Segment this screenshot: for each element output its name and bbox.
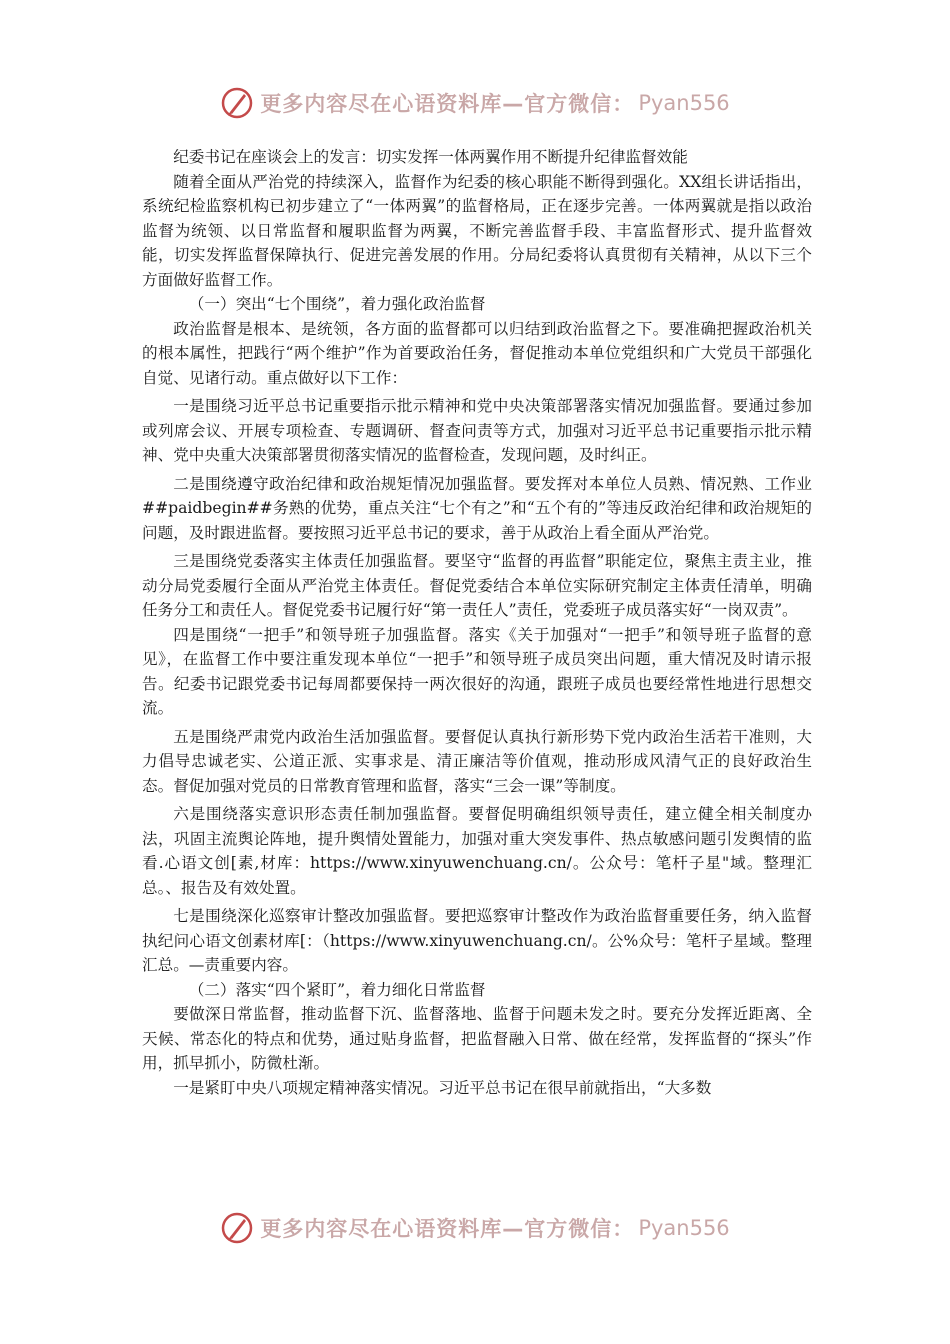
- section-heading: （一）突出“七个围绕”，着力强化政治监督: [188, 295, 486, 313]
- watermark-wechat-id: Pyan556: [638, 91, 730, 115]
- paragraph: 一是围绕习近平总书记重要指示批示精神和党中央决策部署落实情况加强监督。要通过参加或列席会议、开展专项检查、专题调研、督查问责等方式，加强对习近平总书记重要指示批示精神、党中央重大决策部署贯彻落实情况的监督检查，发现问题，及时纠正。: [142, 397, 812, 464]
- quill-pen-icon: [220, 1211, 254, 1245]
- paragraph: 三是围绕党委落实主体责任加强监督。要坚守“监督的再监督”职能定位，聚焦主责主业，推动分局党委履行全面从严治党主体责任。督促党委结合本单位实际研究制定主体责任清单，明确任务分工和责任人。督促党委书记履行好“第一责任人”责任，党委班子成员落实好“一岗双责”。: [142, 552, 812, 619]
- document-title: 纪委书记在座谈会上的发言：切实发挥一体两翼作用不断提升纪律监督效能: [173, 148, 688, 166]
- paragraph: 七是围绕深化巡察审计整改加强监督。要把巡察审计整改作为政治监督重要任务，纳入监督执纪问心语文创素材库[：（https://www.xinyuwenchuang.cn/。公%众号：笔杆子星域。整理汇总。—责重要内容。: [142, 907, 812, 974]
- document-body: [142, 145, 812, 1100]
- watermark-text: 更多内容尽在心语资料库—官方微信：: [260, 92, 635, 116]
- paragraph: 政治监督是根本、是统领，各方面的监督都可以归结到政治监督之下。要准确把握政治机关的根本属性，把践行“两个维护”作为首要政治任务，督促推动本单位党组织和广大党员干部强化自觉、见诸行动。重点做好以下工作：: [142, 319, 812, 387]
- watermark-footer: [0, 1203, 950, 1253]
- paragraph: 二是围绕遵守政治纪律和政治规矩情况加强监督。要发挥对本单位人员熟、情况熟、工作业##paidbegin##务熟的优势，重点关注“七个有之”和“五个有的”等违反政治纪律和政治规矩的问题，及时跟进监督。要按照习近平总书记的要求，善于从政治上看全面从严治党。: [142, 474, 812, 542]
- watermark-header: [0, 78, 950, 128]
- paragraph: 六是围绕落实意识形态责任制加强监督。要督促明确组织领导责任，建立健全相关制度办法，巩固主流舆论阵地，提升舆情处置能力，加强对重大突发事件、热点敏感问题引发舆情的监看.心语文创[素,材库：https://www.xinyuwenchuang.cn/。公众号：笔杆子星"域。整理汇总。、报告及有效处置。: [142, 805, 812, 897]
- section-heading: （二）落实“四个紧盯”，着力细化日常监督: [188, 980, 486, 999]
- paragraph: 一是紧盯中央八项规定精神落实情况。习近平总书记在很早前就指出，“大多数: [173, 1078, 712, 1097]
- watermark-text: 更多内容尽在心语资料库—官方微信：: [260, 1217, 635, 1241]
- paragraph: 四是围绕“一把手”和领导班子加强监督。落实《关于加强对“一把手”和领导班子监督的意见》，在监督工作中要注重发现本单位“一把手”和领导班子成员突出问题，重大情况及时请示报告。纪委书记跟党委书记每周都要保持一两次很好的沟通，跟班子成员也要经常性地进行思想交流。: [142, 625, 812, 717]
- paragraph: 要做深日常监督，推动监督下沉、监督落地、监督于问题未发之时。要充分发挥近距离、全天候、常态化的特点和优势，通过贴身监督，把监督融入日常、做在经常，发挥监督的“探头”作用，抓早抓小，防微杜渐。: [142, 1005, 812, 1072]
- watermark-wechat-id: Pyan556: [638, 1216, 730, 1240]
- quill-pen-icon: [220, 86, 254, 120]
- paragraph: 随着全面从严治党的持续深入，监督作为纪委的核心职能不断得到强化。XX组长讲话指出，系统纪检监察机构已初步建立了“一体两翼”的监督格局，正在逐步完善。一体两翼就是指以政治监督为统领、以日常监督和履职监督为两翼，不断完善监督手段、丰富监督形式、提升监督效能，切实发挥监督保障执行、促进完善发展的作用。分局纪委将认真贯彻有关精神，从以下三个方面做好监督工作。: [142, 172, 812, 289]
- paragraph: 五是围绕严肃党内政治生活加强监督。要督促认真执行新形势下党内政治生活若干准则，大力倡导忠诚老实、公道正派、实事求是、清正廉洁等价值观，推动形成风清气正的良好政治生态。督促加强对党员的日常教育管理和监督，落实“三会一课”等制度。: [142, 727, 812, 795]
